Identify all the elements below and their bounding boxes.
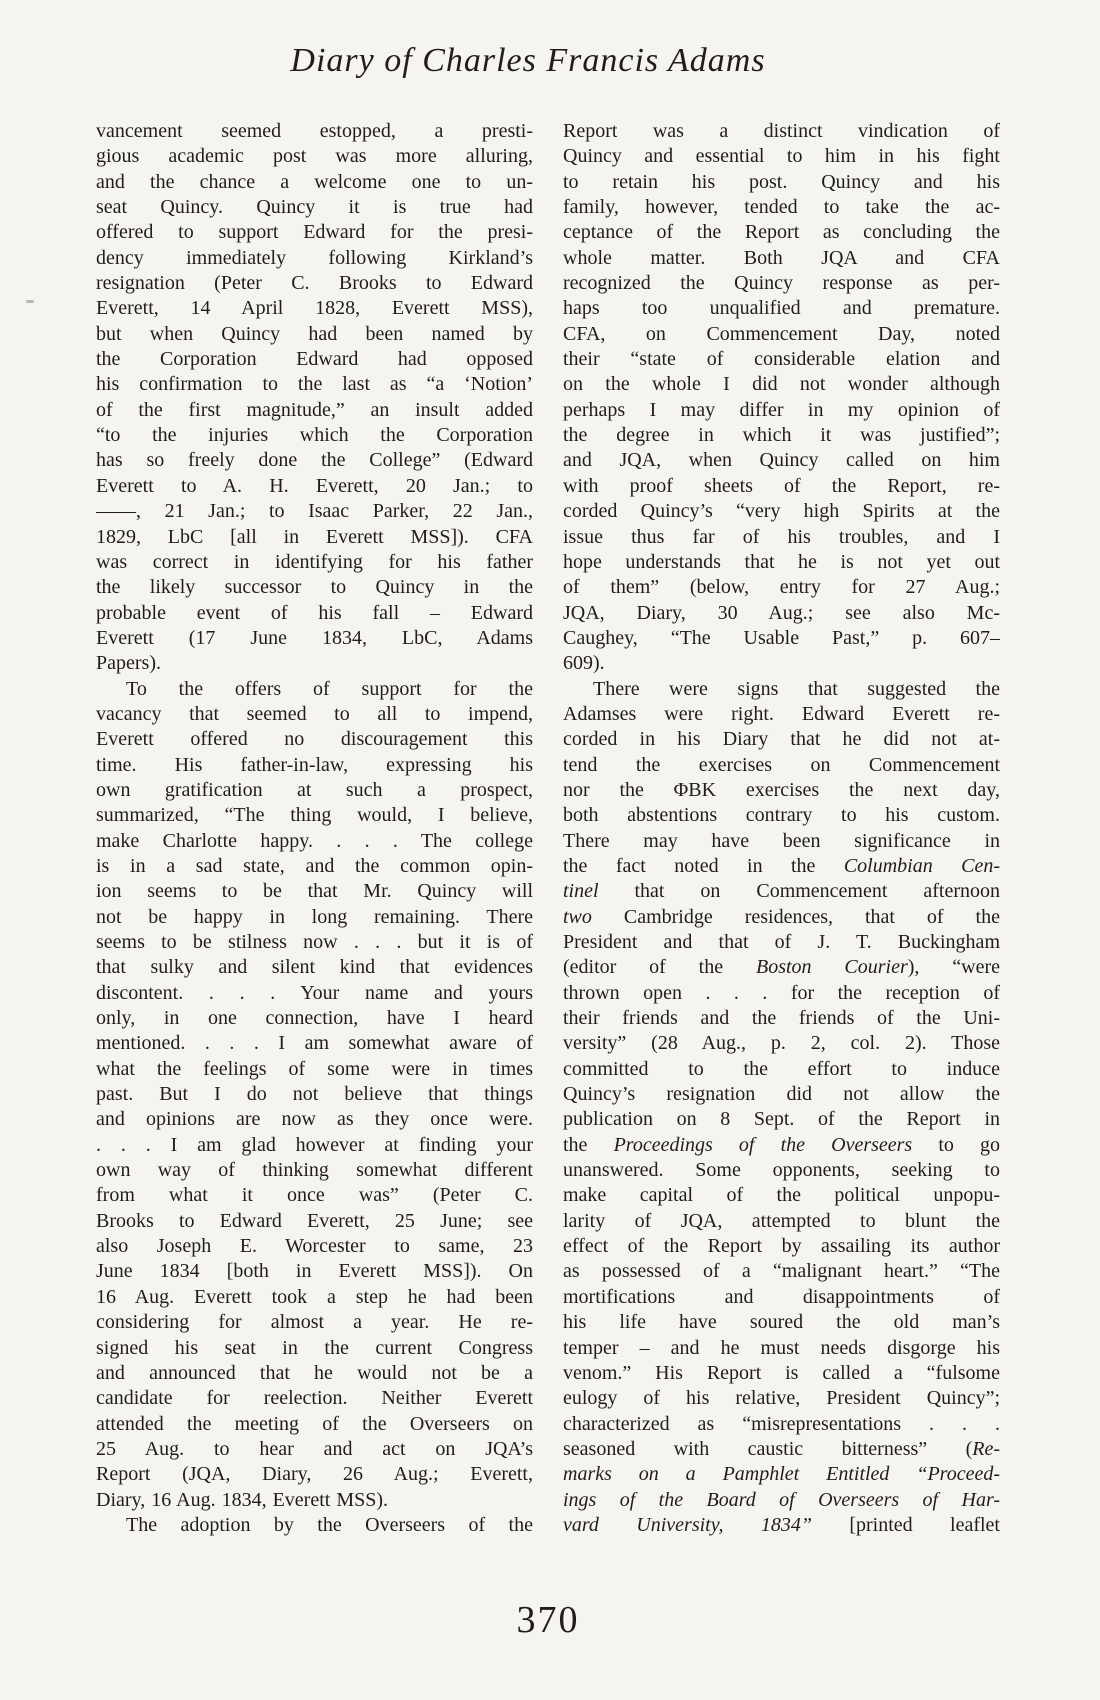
text-line bbox=[96, 1006, 533, 1031]
text-segment: [printed leaflet bbox=[811, 1513, 1000, 1536]
text-segment: Quincy’s resignation did not allow the bbox=[563, 1083, 1000, 1106]
text-segment: that sulky and silent kind that evidences bbox=[96, 956, 533, 979]
text-segment: dency immediately following Kirkland’s bbox=[96, 246, 533, 269]
text-line bbox=[96, 525, 533, 550]
italic-text-segment: vard University, 1834” bbox=[563, 1513, 812, 1536]
text-line bbox=[96, 1285, 533, 1310]
text-line bbox=[96, 601, 533, 626]
text-segment: ——, 21 Jan.; to Isaac Parker, 22 Jan., bbox=[96, 500, 533, 523]
text-line bbox=[96, 905, 533, 930]
text-segment: President and that of J. T. Buckingham bbox=[563, 931, 1000, 953]
text-line bbox=[563, 1513, 1000, 1538]
text-line bbox=[563, 575, 1000, 600]
text-line bbox=[96, 1133, 533, 1158]
text-segment: whole matter. Both JQA and CFA bbox=[563, 246, 1000, 269]
italic-text-segment: Columbian Cen- bbox=[843, 854, 1000, 877]
text-segment: their friends and the friends of the Uni- bbox=[563, 1007, 1000, 1030]
text-line bbox=[96, 144, 533, 169]
text-line bbox=[563, 372, 1000, 397]
text-segment: resignation (Peter C. Brooks to Edward bbox=[96, 272, 533, 295]
text-line bbox=[563, 879, 1000, 904]
text-line bbox=[96, 372, 533, 397]
text-segment: unanswered. Some opponents, seeking to bbox=[563, 1159, 1000, 1182]
text-segment: . . . I am glad however at finding your bbox=[96, 1133, 533, 1156]
text-line bbox=[563, 296, 1000, 321]
text-segment: Cambridge residences, that of the bbox=[591, 905, 1000, 928]
text-segment: on the whole I did not wonder although bbox=[563, 373, 1000, 396]
text-segment: discontent. . . . Your name and yours bbox=[96, 981, 533, 1004]
text-line bbox=[563, 170, 1000, 195]
text-segment: Everett offered no discouragement this bbox=[96, 728, 533, 751]
text-segment: probable event of his fall – Edward bbox=[96, 601, 533, 624]
text-line bbox=[96, 1336, 533, 1361]
text-segment: own way of thinking somewhat different bbox=[96, 1159, 533, 1182]
text-segment: family, however, tended to take the ac- bbox=[563, 196, 1000, 219]
text-line bbox=[96, 981, 533, 1006]
text-line bbox=[563, 829, 1000, 854]
text-line bbox=[96, 1158, 533, 1183]
text-line bbox=[563, 677, 1000, 702]
text-line bbox=[96, 499, 533, 524]
text-segment: eulogy of his relative, President Quincy”; bbox=[563, 1387, 1000, 1410]
text-line bbox=[563, 778, 1000, 803]
text-line bbox=[563, 1437, 1000, 1462]
text-line bbox=[563, 753, 1000, 778]
text-segment: seasoned with caustic bitterness” ( bbox=[563, 1437, 973, 1460]
text-line bbox=[563, 119, 1000, 144]
text-line bbox=[563, 271, 1000, 296]
text-segment: effect of the Report by assailing its author bbox=[563, 1235, 1000, 1258]
text-line bbox=[96, 246, 533, 271]
text-segment: perhaps I may differ in my opinion of bbox=[563, 398, 1000, 421]
text-line bbox=[96, 1361, 533, 1386]
text-segment: gious academic post was more alluring, bbox=[96, 145, 533, 168]
text-line bbox=[96, 119, 533, 144]
text-line bbox=[563, 347, 1000, 372]
text-line bbox=[563, 1107, 1000, 1132]
text-line bbox=[563, 1234, 1000, 1259]
text-line bbox=[563, 1259, 1000, 1284]
text-line bbox=[563, 1412, 1000, 1437]
text-segment: of the first magnitude,” an insult added bbox=[96, 398, 533, 421]
italic-text-segment: tinel bbox=[563, 880, 599, 903]
text-line bbox=[563, 220, 1000, 245]
text-segment: not be happy in long remaining. There bbox=[96, 905, 533, 928]
text-segment: mentioned. . . . I am somewhat aware of bbox=[96, 1032, 533, 1055]
text-segment: only, in one connection, have I heard bbox=[96, 1007, 533, 1030]
text-segment: versity” (28 Aug., p. 2, col. 2). Those bbox=[563, 1032, 1000, 1055]
text-line bbox=[563, 550, 1000, 575]
text-segment: tend the exercises on Commencement bbox=[563, 753, 1000, 776]
text-line bbox=[96, 474, 533, 499]
text-line bbox=[96, 271, 533, 296]
text-line bbox=[96, 170, 533, 195]
italic-text-segment: Boston Courier bbox=[755, 956, 908, 979]
text-line bbox=[96, 879, 533, 904]
text-line bbox=[563, 423, 1000, 448]
text-segment: the bbox=[563, 1133, 614, 1156]
text-line bbox=[563, 499, 1000, 524]
text-segment: ceptance of the Report as concluding the bbox=[563, 221, 1000, 244]
text-segment: was correct in identifying for his father bbox=[96, 550, 533, 573]
text-segment: their “state of considerable elation and bbox=[563, 348, 1000, 371]
text-line bbox=[96, 575, 533, 600]
text-segment: from what it once was” (Peter C. bbox=[96, 1184, 533, 1207]
text-segment: Brooks to Edward Everett, 25 June; see bbox=[96, 1209, 533, 1232]
text-segment: corded in his Diary that he did not at- bbox=[563, 728, 1000, 751]
text-line bbox=[563, 322, 1000, 347]
text-segment: Everett to A. H. Everett, 20 Jan.; to bbox=[96, 474, 533, 497]
italic-text-segment: two bbox=[563, 905, 592, 928]
text-segment: attended the meeting of the Overseers on bbox=[96, 1412, 533, 1435]
text-segment: Report (JQA, Diary, 26 Aug.; Everett, bbox=[96, 1463, 533, 1486]
text-line bbox=[563, 1361, 1000, 1386]
text-segment: Caughey, “The Usable Past,” p. 607– bbox=[563, 626, 1000, 649]
text-segment: offered to support Edward for the presi- bbox=[96, 221, 533, 244]
text-segment: signed his seat in the current Congress bbox=[96, 1336, 533, 1359]
text-line bbox=[563, 727, 1000, 752]
text-line bbox=[563, 1209, 1000, 1234]
text-segment: the fact noted in the bbox=[563, 854, 844, 877]
text-segment: hope understands that he is not yet out bbox=[563, 550, 1000, 573]
text-segment: what the feelings of some were in times bbox=[96, 1057, 533, 1080]
text-segment: JQA, Diary, 30 Aug.; see also Mc- bbox=[563, 601, 1000, 624]
text-line bbox=[563, 955, 1000, 980]
text-segment: There may have been significance in bbox=[563, 829, 1000, 852]
text-line bbox=[96, 296, 533, 321]
text-line bbox=[96, 398, 533, 423]
text-line bbox=[563, 448, 1000, 473]
text-line bbox=[563, 1006, 1000, 1031]
text-line bbox=[563, 702, 1000, 727]
text-segment: and opinions are now as they once were. bbox=[96, 1108, 533, 1131]
text-line bbox=[563, 1133, 1000, 1158]
text-segment: Adamses were right. Edward Everett re- bbox=[563, 702, 1000, 725]
text-segment: corded Quincy’s “very high Spirits at the bbox=[563, 500, 1000, 523]
text-segment: vancement seemed estopped, a presti- bbox=[96, 120, 533, 142]
text-line bbox=[96, 930, 533, 955]
text-line bbox=[96, 1183, 533, 1208]
text-segment: own gratification at such a prospect, bbox=[96, 778, 533, 801]
text-line bbox=[96, 1310, 533, 1335]
text-segment: make Charlotte happy. . . . The college bbox=[96, 829, 533, 852]
text-line bbox=[563, 1462, 1000, 1487]
text-line bbox=[96, 1513, 533, 1538]
text-line bbox=[563, 1031, 1000, 1056]
text-line bbox=[563, 1488, 1000, 1513]
text-segment: There were signs that suggested the bbox=[593, 677, 1000, 700]
text-segment: thrown open . . . for the reception of bbox=[563, 981, 1000, 1004]
text-line bbox=[96, 854, 533, 879]
text-segment: as possessed of a “malignant heart.” “The bbox=[563, 1260, 1000, 1283]
text-segment: but when Quincy had been named by bbox=[96, 322, 533, 345]
text-segment: considering for almost a year. He re- bbox=[96, 1311, 533, 1334]
text-segment: ion seems to be that Mr. Quincy will bbox=[96, 880, 533, 903]
text-segment: the degree in which it was justified”; bbox=[563, 424, 1000, 447]
italic-text-segment: ings of the Board of Overseers of Har- bbox=[563, 1488, 1000, 1511]
text-segment: Diary, 16 Aug. 1834, Everett MSS). bbox=[96, 1488, 389, 1511]
text-line bbox=[563, 803, 1000, 828]
text-segment: CFA, on Commencement Day, noted bbox=[563, 322, 1000, 345]
text-line bbox=[96, 626, 533, 651]
text-line bbox=[563, 930, 1000, 955]
text-segment: seems to be stilness now . . . but it is of bbox=[96, 931, 533, 953]
text-line bbox=[563, 1057, 1000, 1082]
text-segment: committed to the effort to induce bbox=[563, 1057, 1000, 1080]
text-segment: To the offers of support for the bbox=[126, 677, 533, 700]
text-line bbox=[96, 1488, 533, 1513]
text-line bbox=[96, 322, 533, 347]
text-line bbox=[96, 195, 533, 220]
text-segment: issue thus far of his troubles, and I bbox=[563, 525, 1000, 548]
text-line bbox=[96, 651, 533, 676]
text-line bbox=[563, 1285, 1000, 1310]
text-segment: and JQA, when Quincy called on him bbox=[563, 449, 1000, 472]
text-line bbox=[563, 144, 1000, 169]
text-line bbox=[563, 626, 1000, 651]
text-segment: both abstentions contrary to his custom. bbox=[563, 804, 1000, 827]
text-segment: to retain his post. Quincy and his bbox=[563, 170, 1000, 193]
text-segment: of them” (below, entry for 27 Aug.; bbox=[563, 576, 1000, 599]
italic-text-segment: Proceedings of the Overseers bbox=[613, 1133, 913, 1156]
page-number: 370 bbox=[516, 1599, 580, 1641]
text-line bbox=[96, 753, 533, 778]
text-line bbox=[96, 448, 533, 473]
text-segment: Papers). bbox=[96, 652, 161, 675]
text-line bbox=[96, 829, 533, 854]
text-line bbox=[96, 1259, 533, 1284]
text-segment: that on Commencement afternoon bbox=[598, 880, 1000, 903]
text-segment: venom.” His Report is called a “fulsome bbox=[563, 1361, 1000, 1384]
text-line bbox=[563, 1336, 1000, 1361]
text-segment: haps too unqualified and premature. bbox=[563, 297, 1000, 320]
text-line bbox=[563, 651, 1000, 676]
text-segment: recognized the Quincy response as per- bbox=[563, 272, 1000, 295]
text-segment: seat Quincy. Quincy it is true had bbox=[96, 196, 533, 219]
text-line bbox=[96, 1057, 533, 1082]
text-segment: is in a sad state, and the common opin- bbox=[96, 854, 533, 877]
text-line bbox=[96, 1234, 533, 1259]
text-line bbox=[563, 398, 1000, 423]
text-line bbox=[96, 220, 533, 245]
italic-text-segment: Re- bbox=[972, 1437, 1000, 1460]
text-segment: 1829, LbC [all in Everett MSS]). CFA bbox=[96, 525, 533, 548]
text-segment: larity of JQA, attempted to blunt the bbox=[563, 1209, 1000, 1232]
text-segment: 16 Aug. Everett took a step he had been bbox=[96, 1285, 533, 1308]
text-segment: 25 Aug. to hear and act on JQA’s bbox=[96, 1437, 533, 1460]
text-line bbox=[96, 727, 533, 752]
text-line bbox=[563, 854, 1000, 879]
text-segment: publication on 8 Sept. of the Report in bbox=[563, 1108, 1000, 1131]
text-segment: mortifications and disappointments of bbox=[563, 1285, 1000, 1308]
text-line bbox=[96, 778, 533, 803]
text-line bbox=[563, 195, 1000, 220]
text-segment: June 1834 [both in Everett MSS]). On bbox=[96, 1260, 533, 1283]
text-line bbox=[563, 981, 1000, 1006]
text-line bbox=[563, 905, 1000, 930]
text-segment: past. But I do not believe that things bbox=[96, 1083, 533, 1106]
text-segment: with proof sheets of the Report, re- bbox=[563, 474, 1000, 497]
text-segment: 609). bbox=[563, 652, 605, 675]
text-segment: and announced that he would not be a bbox=[96, 1361, 533, 1384]
text-line bbox=[96, 1107, 533, 1132]
text-segment: Report was a distinct vindication of bbox=[563, 120, 1000, 142]
italic-text-segment: marks on a Pamphlet Entitled “Proceed- bbox=[563, 1463, 1000, 1486]
text-segment: summarized, “The thing would, I believe, bbox=[96, 804, 533, 827]
text-segment: make capital of the political unpopu- bbox=[563, 1184, 1000, 1207]
text-segment: to go bbox=[912, 1133, 1000, 1156]
text-line bbox=[96, 803, 533, 828]
text-segment: his confirmation to the last as “a ‘Notion’ bbox=[96, 373, 533, 396]
text-block bbox=[96, 119, 1000, 1538]
text-line bbox=[96, 1437, 533, 1462]
text-segment: Everett (17 June 1834, LbC, Adams bbox=[96, 626, 533, 649]
right-column bbox=[563, 119, 1000, 1538]
text-line bbox=[96, 550, 533, 575]
text-line bbox=[563, 246, 1000, 271]
text-line bbox=[563, 1183, 1000, 1208]
left-column bbox=[96, 119, 533, 1538]
text-line bbox=[563, 474, 1000, 499]
text-segment: nor the ΦBK exercises the next day, bbox=[563, 778, 1000, 801]
text-line bbox=[96, 677, 533, 702]
text-segment: the likely successor to Quincy in the bbox=[96, 576, 533, 599]
text-segment: time. His father-in-law, expressing his bbox=[96, 753, 533, 776]
text-segment: also Joseph E. Worcester to same, 23 bbox=[96, 1235, 533, 1258]
text-line bbox=[96, 1031, 533, 1056]
text-segment: Everett, 14 April 1828, Everett MSS), bbox=[96, 297, 533, 320]
text-segment: ), “were bbox=[907, 956, 1000, 979]
text-segment: vacancy that seemed to all to impend, bbox=[96, 702, 533, 725]
text-segment: and the chance a welcome one to un- bbox=[96, 170, 533, 193]
text-line bbox=[563, 601, 1000, 626]
text-segment: (editor of the bbox=[563, 956, 756, 979]
text-segment: The adoption by the Overseers of the bbox=[126, 1513, 533, 1536]
text-line bbox=[563, 1386, 1000, 1411]
text-segment: has so freely done the College” (Edward bbox=[96, 449, 533, 472]
text-segment: characterized as “misrepresentations . . . bbox=[563, 1412, 1000, 1435]
text-segment: candidate for reelection. Neither Everett bbox=[96, 1387, 533, 1410]
text-line bbox=[563, 525, 1000, 550]
text-segment: “to the injuries which the Corporation bbox=[96, 424, 533, 447]
text-line bbox=[96, 1082, 533, 1107]
text-line bbox=[96, 702, 533, 727]
scan-artifact bbox=[26, 300, 34, 303]
text-line bbox=[96, 1462, 533, 1487]
running-head: Diary of Charles Francis Adams bbox=[290, 42, 766, 79]
text-line bbox=[96, 1386, 533, 1411]
text-line bbox=[563, 1158, 1000, 1183]
text-segment: Quincy and essential to him in his fight bbox=[563, 145, 1000, 168]
text-segment: temper – and he must needs disgorge his bbox=[563, 1336, 1000, 1359]
text-line bbox=[96, 955, 533, 980]
text-line bbox=[563, 1310, 1000, 1335]
text-line bbox=[96, 347, 533, 372]
text-line bbox=[96, 423, 533, 448]
text-segment: his life have soured the old man’s bbox=[563, 1311, 1000, 1334]
text-line bbox=[96, 1209, 533, 1234]
text-segment: the Corporation Edward had opposed bbox=[96, 348, 533, 371]
text-line bbox=[96, 1412, 533, 1437]
text-line bbox=[563, 1082, 1000, 1107]
